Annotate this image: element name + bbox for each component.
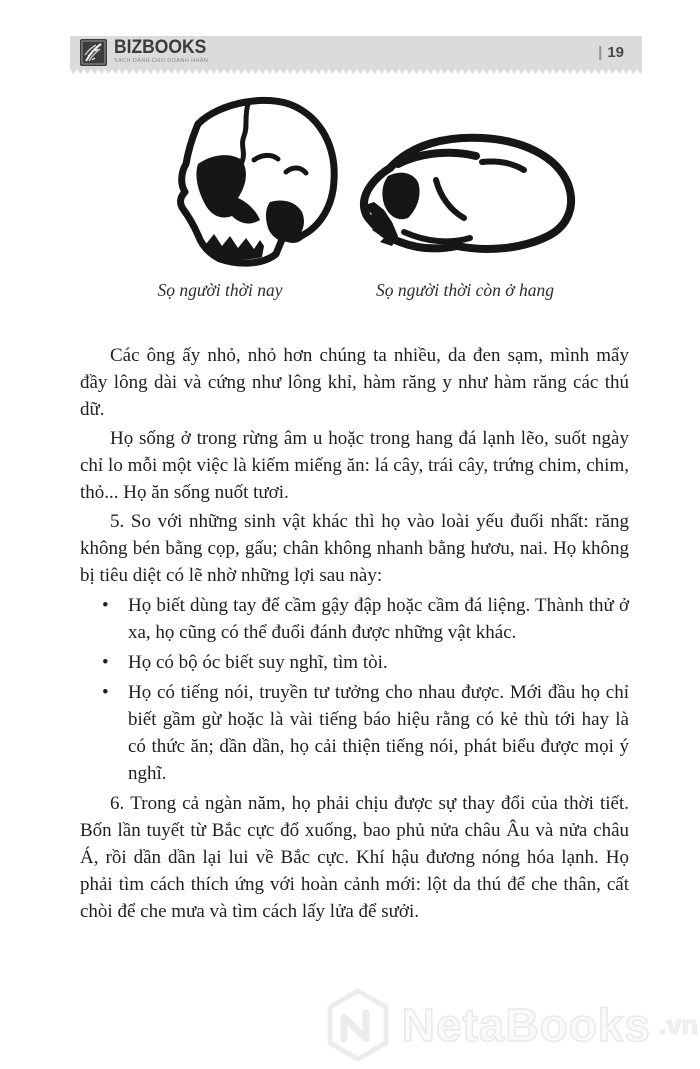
paragraph-numbered-6: 6. Trong cả ngàn năm, họ phải chịu được sự thay đổi của thời tiết. Bốn lần tuyết từ Bắc cực đổ xuống, bao phủ nửa châu Âu và nửa châu Á, rồi dần dần lại lui về Bắc cực. Khí hậu đương nóng hóa lạnh. Họ phải tìm cách thích ứng với hoàn cảnh mới: lột da thú để che thân, cất chòi để che mưa và tìm cách lấy lửa để sưởi. — [80, 793, 629, 922]
netabooks-hexagon-icon — [322, 987, 394, 1063]
watermark-suffix: .vn — [658, 1009, 698, 1040]
header-bar — [70, 36, 642, 69]
bullet-marker: • — [102, 652, 109, 673]
list-item-text: Họ biết dùng tay để cầm gậy đập hoặc cầm đá liệng. Thành thử ở xa, họ cũng có thể đuổi đánh được những vật khác. — [128, 595, 629, 643]
list-item — [80, 592, 629, 646]
bullet-marker: • — [102, 595, 109, 616]
paragraph: Các ông ấy nhỏ, nhỏ hơn chúng ta nhiều, da đen sạm, mình mẩy đầy lông dài và cứng như lông khỉ, hàm răng y như hàm răng các thú dữ. — [80, 345, 629, 420]
bullet-marker: • — [102, 682, 109, 703]
list-item — [80, 649, 629, 676]
caption-modern-skull: Sọ người thời nay — [157, 280, 283, 300]
page-number-block — [598, 36, 624, 69]
body-text — [80, 342, 629, 927]
modern-human-skull-illustration — [152, 94, 340, 274]
bizbooks-logo-icon — [80, 39, 107, 66]
brand-tagline: SÁCH DÀNH CHO DOANH NHÂN — [114, 58, 209, 64]
brand-block — [114, 38, 214, 65]
page-number: 19 — [607, 44, 624, 61]
paragraph-numbered-5: 5. So với những sinh vật khác thì họ vào loài yếu đuối nhất: răng không bén bằng cọp, gấu; chân không nhanh bằng hươu, nai. Họ không bị tiêu diệt có lẽ nhờ những lợi sau này: — [80, 511, 629, 586]
brand-name: BIZBOOKS — [114, 37, 207, 58]
cave-man-skull-illustration — [352, 128, 582, 255]
watermark-brand: NetaBooks — [401, 999, 651, 1051]
list-item-text: Họ có tiếng nói, truyền tư tưởng cho nhau được. Mới đầu họ chỉ biết gầm gừ hoặc là vài tiếng báo hiệu rằng có kẻ thù tới hay là có thức ăn; dần dần, họ cải thiện tiếng nói, phát biểu được mọi ý nghĩ. — [128, 682, 629, 784]
netabooks-watermark — [322, 987, 698, 1063]
list-item — [80, 679, 629, 787]
page-number-separator: | — [598, 44, 603, 61]
paragraph: Họ sống ở trong rừng âm u hoặc trong hang đá lạnh lẽo, suốt ngày chỉ lo mỗi một việc là kiếm miếng ăn: lá cây, trái cây, trứng chim, chim, thỏ... Họ ăn sống nuốt tươi. — [80, 428, 629, 503]
caption-cave-skull: Sọ người thời còn ở hang — [375, 280, 555, 300]
header-perforated-edge — [70, 69, 642, 74]
list-item-text: Họ có bộ óc biết suy nghĩ, tìm tòi. — [128, 652, 388, 673]
